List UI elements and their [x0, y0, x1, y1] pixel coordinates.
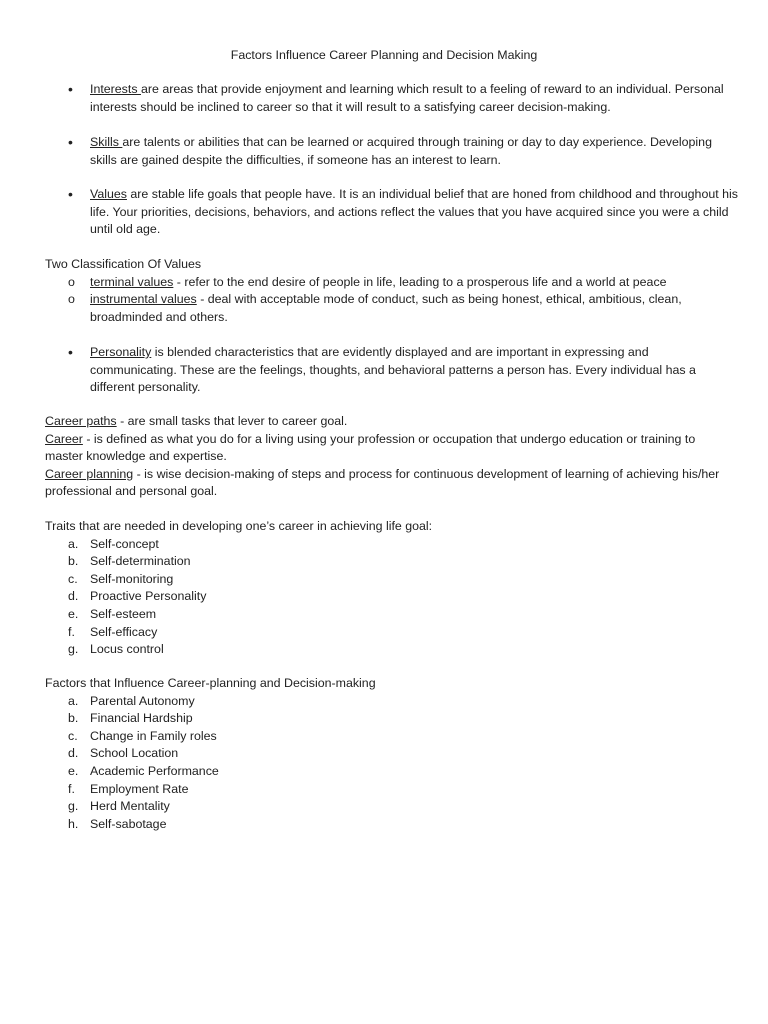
values-type-item [45, 274, 735, 292]
definition-text: - is wise decision-making of steps and process for continuous development of learning of achieving his/her professional and personal goal. [45, 466, 720, 499]
bullet-marker: • [68, 344, 73, 360]
list-marker: g. [68, 642, 79, 657]
values-heading: Two Classification Of Values [45, 257, 202, 271]
list-item-text: Self-esteem [90, 606, 157, 621]
sub-bullet-marker: o [68, 292, 75, 307]
list-item-text: School Location [90, 746, 179, 761]
bullet-text: are talents or abilities that can be learned or acquired through training or day to day experience. Developing skills are gained despite the difficulties, if someone has an interest to learn. [90, 135, 712, 167]
list-item-text: Financial Hardship [90, 711, 193, 726]
definition-term: Career [45, 431, 83, 446]
list-item [45, 641, 735, 659]
factors-section [45, 675, 735, 833]
values-type-text: - deal with acceptable mode of conduct, such as being honest, ethical, ambitious, clean, broadminded and others. [90, 292, 682, 324]
list-marker: f. [68, 624, 75, 639]
list-item-text: Proactive Personality [90, 589, 207, 604]
values-type-term: instrumental values [90, 292, 197, 307]
list-item-text: Academic Performance [90, 763, 219, 778]
list-item-text: Change in Family roles [90, 728, 217, 743]
bullet-term: Interests [90, 82, 141, 96]
list-marker: b. [68, 711, 79, 726]
definition-text: - is defined as what you do for a living using your profession or occupation that undergo education or training to master knowledge and expertise. [45, 431, 696, 464]
list-marker: h. [68, 816, 79, 831]
list-item [45, 798, 735, 816]
bullet-item-skills [68, 134, 738, 169]
list-marker: e. [68, 763, 79, 778]
list-item [45, 816, 735, 834]
bullet-item-values [68, 186, 738, 239]
values-type-text: - refer to the end desire of people in life, leading to a prosperous life and a world at peace [173, 274, 667, 289]
bullet-term: Skills [90, 135, 123, 149]
list-item [45, 624, 735, 642]
list-item [45, 728, 735, 746]
bullet-term: Values [90, 187, 127, 201]
document-title: Factors Influence Career Planning and Decision Making [230, 48, 538, 62]
list-marker: d. [68, 746, 79, 761]
bullet-text: are areas that provide enjoyment and learning which result to a feeling of reward to an individual. Personal interests should be inclined to career so that it will result to a satisfying career decision-making. [90, 82, 724, 114]
list-marker: a. [68, 693, 79, 708]
list-marker: d. [68, 589, 79, 604]
bullet-item-interests [68, 81, 738, 116]
list-item [45, 781, 735, 799]
bullet-marker: • [68, 134, 73, 150]
list-item-text: Self-concept [90, 536, 159, 551]
list-item [45, 693, 735, 711]
bullet-term: Personality [90, 345, 152, 359]
values-classification [45, 256, 735, 326]
values-type-item [45, 291, 735, 326]
list-item [45, 710, 735, 728]
list-item-text: Locus control [90, 642, 164, 657]
traits-section [45, 518, 735, 659]
list-item-text: Employment Rate [90, 781, 189, 796]
bullet-marker: • [68, 186, 73, 202]
list-item [45, 571, 735, 589]
list-item [45, 536, 735, 554]
sub-bullet-marker: o [68, 274, 75, 289]
traits-heading: Traits that are needed in developing one’s career in achieving life goal: [45, 519, 433, 533]
definition-term: Career planning [45, 466, 134, 481]
definition-term: Career paths [45, 414, 117, 428]
career-definitions [45, 413, 735, 501]
list-item [45, 553, 735, 571]
list-item-text: Herd Mentality [90, 799, 170, 814]
list-marker: c. [68, 571, 78, 586]
bullet-marker: • [68, 81, 73, 97]
list-item [45, 763, 735, 781]
bullet-item-personality [68, 344, 738, 397]
values-type-term: terminal values [90, 274, 174, 289]
list-item-text: Self-sabotage [90, 816, 167, 831]
bullet-text: is blended characteristics that are evidently displayed and are important in expressing and communicating. These are the feelings, thoughts, and behavioral patterns a person has. Every individual has a different personality. [90, 345, 696, 395]
list-item-text: Self-efficacy [90, 624, 158, 639]
definition-item [45, 431, 735, 466]
list-marker: c. [68, 728, 78, 743]
list-marker: g. [68, 799, 79, 814]
definition-item [45, 466, 735, 501]
definition-text: - are small tasks that lever to career goal. [116, 414, 348, 428]
list-item [45, 588, 735, 606]
definition-item [45, 413, 735, 431]
bullet-text: are stable life goals that people have. It is an individual belief that are honed from childhood and throughout his life. Your priorities, decisions, behaviors, and actions reflect the values that you have acquired since you were a child until old age. [90, 187, 738, 237]
list-item [45, 606, 735, 624]
list-item-text: Self-monitoring [90, 571, 174, 586]
list-marker: f. [68, 781, 75, 796]
list-item [45, 745, 735, 763]
list-item-text: Self-determination [90, 554, 191, 569]
list-marker: e. [68, 606, 79, 621]
list-item-text: Parental Autonomy [90, 693, 195, 708]
list-marker: a. [68, 536, 79, 551]
list-marker: b. [68, 554, 79, 569]
factors-heading: Factors that Influence Career-planning and Decision-making [45, 676, 376, 690]
